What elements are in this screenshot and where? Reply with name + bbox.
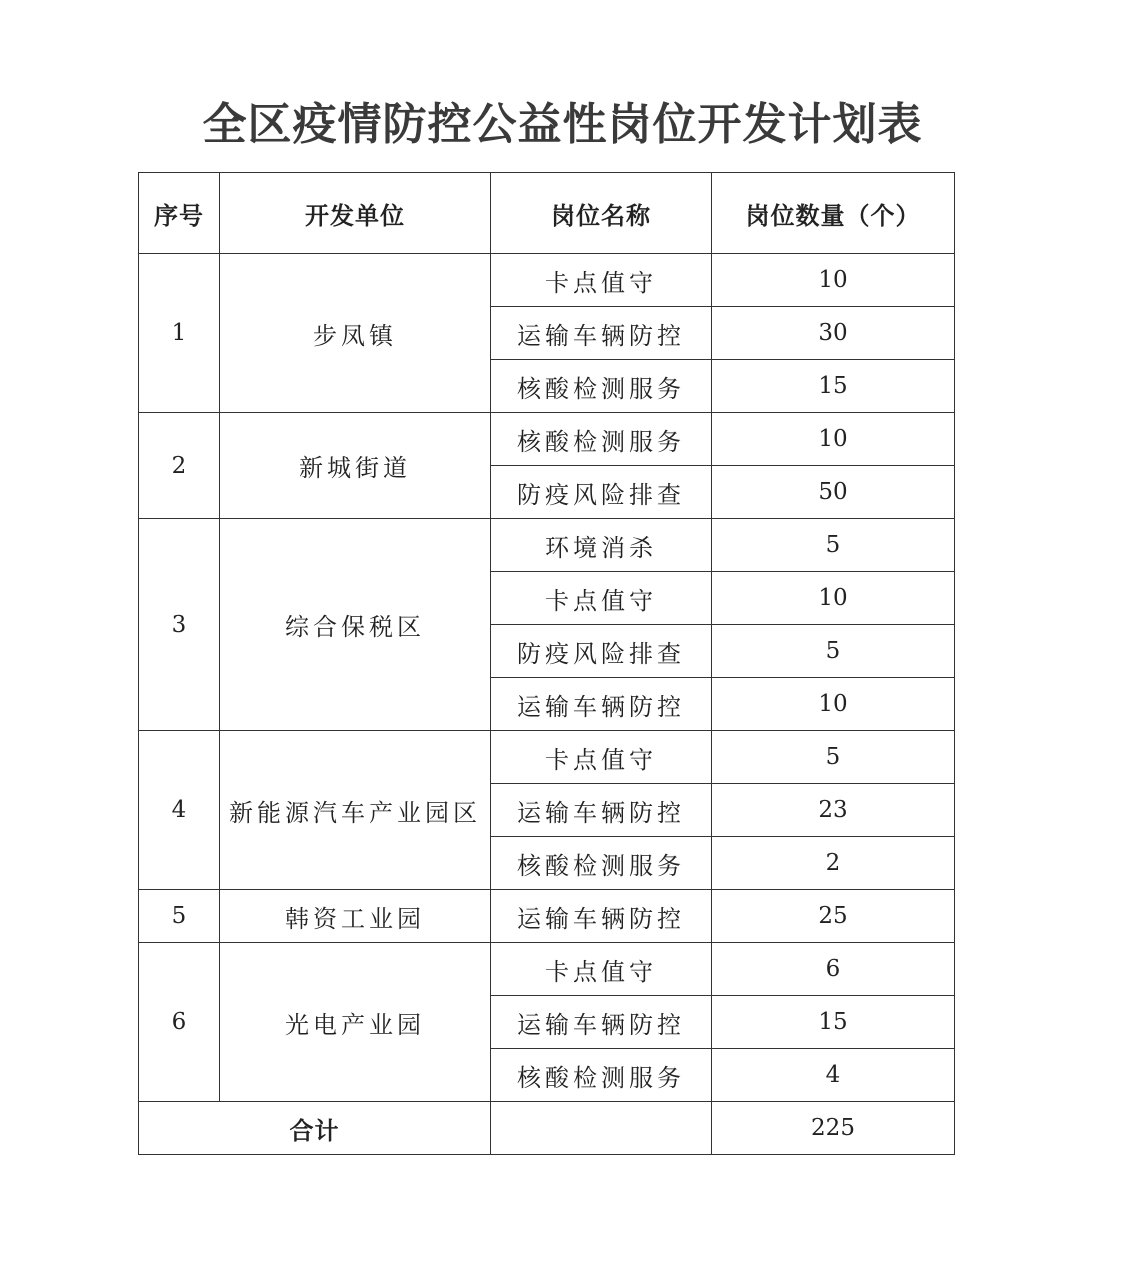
post-cell: 卡点值守 <box>491 572 712 625</box>
header-post: 岗位名称 <box>491 173 712 254</box>
post-cell: 卡点值守 <box>491 731 712 784</box>
table-body <box>139 254 955 1155</box>
seq-cell: 3 <box>139 519 220 731</box>
post-cell: 卡点值守 <box>491 943 712 996</box>
table-row <box>139 254 955 307</box>
count-cell: 23 <box>712 784 955 837</box>
total-count: 225 <box>712 1102 955 1155</box>
table-row <box>139 943 955 996</box>
seq-cell: 5 <box>139 890 220 943</box>
count-cell: 10 <box>712 572 955 625</box>
header-seq: 序号 <box>139 173 220 254</box>
post-cell: 核酸检测服务 <box>491 837 712 890</box>
post-cell: 核酸检测服务 <box>491 360 712 413</box>
count-cell: 5 <box>712 519 955 572</box>
count-cell: 50 <box>712 466 955 519</box>
table-row <box>139 890 955 943</box>
count-cell: 10 <box>712 413 955 466</box>
count-cell: 25 <box>712 890 955 943</box>
post-cell: 运输车辆防控 <box>491 996 712 1049</box>
total-label: 合计 <box>139 1102 491 1155</box>
header-unit: 开发单位 <box>220 173 491 254</box>
seq-cell: 4 <box>139 731 220 890</box>
count-cell: 6 <box>712 943 955 996</box>
count-cell: 2 <box>712 837 955 890</box>
post-cell: 运输车辆防控 <box>491 784 712 837</box>
post-cell: 防疫风险排查 <box>491 466 712 519</box>
count-cell: 30 <box>712 307 955 360</box>
post-cell: 防疫风险排查 <box>491 625 712 678</box>
post-cell: 运输车辆防控 <box>491 890 712 943</box>
seq-cell: 2 <box>139 413 220 519</box>
post-cell: 卡点值守 <box>491 254 712 307</box>
unit-cell: 新城街道 <box>220 413 491 519</box>
total-row <box>139 1102 955 1155</box>
post-cell: 核酸检测服务 <box>491 413 712 466</box>
header-row <box>139 173 955 254</box>
count-cell: 10 <box>712 254 955 307</box>
post-cell: 运输车辆防控 <box>491 307 712 360</box>
header-count: 岗位数量（个） <box>712 173 955 254</box>
unit-cell: 韩资工业园 <box>220 890 491 943</box>
plan-table <box>138 172 955 1155</box>
count-cell: 10 <box>712 678 955 731</box>
count-cell: 15 <box>712 996 955 1049</box>
seq-cell: 1 <box>139 254 220 413</box>
post-cell: 核酸检测服务 <box>491 1049 712 1102</box>
count-cell: 5 <box>712 731 955 784</box>
post-cell: 运输车辆防控 <box>491 678 712 731</box>
unit-cell: 新能源汽车产业园区 <box>220 731 491 890</box>
count-cell: 4 <box>712 1049 955 1102</box>
seq-cell: 6 <box>139 943 220 1102</box>
count-cell: 5 <box>712 625 955 678</box>
table-row <box>139 413 955 466</box>
table-row <box>139 519 955 572</box>
total-post-cell <box>491 1102 712 1155</box>
page-title: 全区疫情防控公益性岗位开发计划表 <box>202 99 923 150</box>
unit-cell: 光电产业园 <box>220 943 491 1102</box>
unit-cell: 步凤镇 <box>220 254 491 413</box>
unit-cell: 综合保税区 <box>220 519 491 731</box>
count-cell: 15 <box>712 360 955 413</box>
post-cell: 环境消杀 <box>491 519 712 572</box>
table-row <box>139 731 955 784</box>
